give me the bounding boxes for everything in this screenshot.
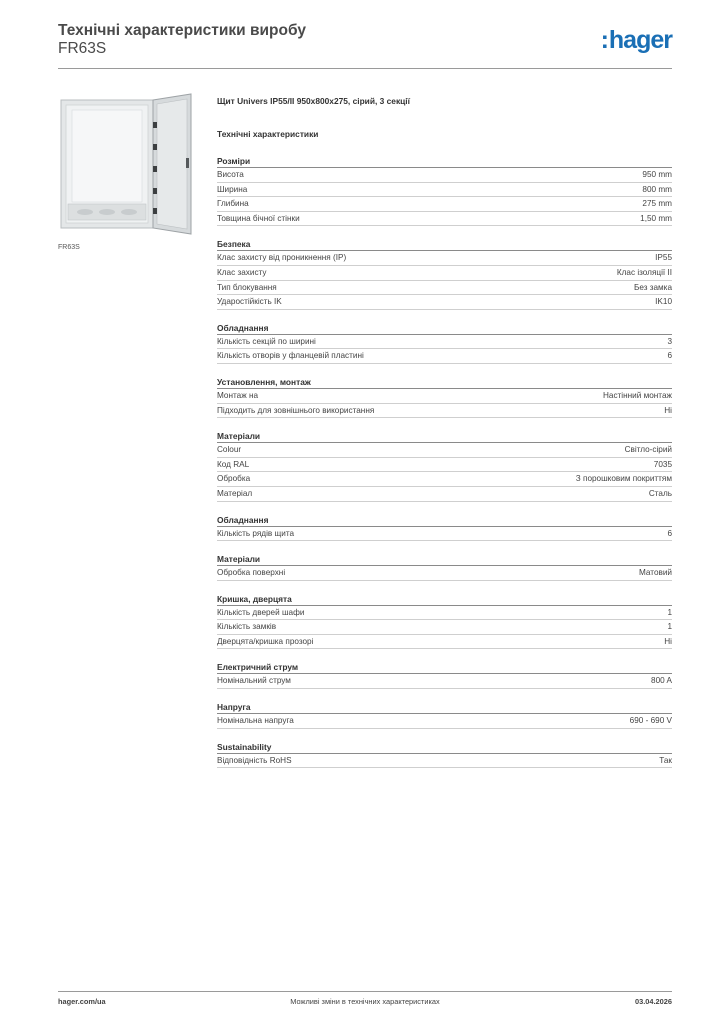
spec-row <box>217 754 672 769</box>
spec-label: Клас захисту <box>217 267 267 277</box>
spec-row <box>217 606 672 621</box>
spec-value: 950 mm <box>642 170 672 179</box>
spec-value: Так <box>659 755 672 765</box>
spec-label: Номінальна напруга <box>217 716 294 726</box>
spec-value: 1 <box>667 607 672 617</box>
spec-row <box>217 266 672 281</box>
spec-label: Підходить для зовнішнього використання <box>217 405 375 415</box>
logo-text: hager <box>608 26 672 54</box>
spec-label: Матеріал <box>217 488 253 498</box>
spec-label: Обробка поверхні <box>217 568 286 578</box>
spec-row <box>217 168 672 183</box>
spec-section <box>217 430 672 501</box>
spec-value: Настінний монтаж <box>603 390 672 400</box>
section-title: Електричний струм <box>217 661 672 674</box>
spec-row <box>217 714 672 729</box>
product-code: FR63S <box>58 40 107 57</box>
spec-value: 275 mm <box>642 199 672 209</box>
spec-row <box>217 404 672 419</box>
section-title: Безпека <box>217 238 672 251</box>
document-title: Технічні характеристики виробу <box>58 22 306 39</box>
section-title: Матеріали <box>217 553 672 566</box>
spec-value: 1 <box>667 622 672 632</box>
spec-value: Ні <box>664 405 672 415</box>
product-description: Щит Univers IP55/II 950x800x275, сірий, 3 секції <box>217 96 410 106</box>
header-divider <box>58 68 672 69</box>
footer-date: 03.04.2026 <box>635 997 672 1006</box>
specs-heading: Технічні характеристики <box>217 129 319 139</box>
spec-sections <box>217 155 672 768</box>
page-header <box>58 22 672 64</box>
spec-section <box>217 661 672 689</box>
spec-value: 800 A <box>651 676 672 686</box>
product-image <box>58 92 202 238</box>
spec-value: 6 <box>667 351 672 361</box>
spec-section <box>217 593 672 650</box>
spec-label: Висота <box>217 170 244 179</box>
hager-logo: :hager <box>600 26 672 54</box>
spec-label: Colour <box>217 445 242 455</box>
page-footer <box>58 997 672 1011</box>
spec-section <box>217 553 672 581</box>
spec-label: Кількість секцій по ширині <box>217 336 316 346</box>
spec-label: Тип блокування <box>217 282 277 292</box>
spec-row <box>217 527 672 542</box>
spec-label: Обробка <box>217 474 251 484</box>
section-title: Розміри <box>217 155 672 168</box>
spec-label: Дверцята/кришка прозорі <box>217 636 314 646</box>
spec-label: Номінальний струм <box>217 676 291 686</box>
spec-value: Клас ізоляції II <box>616 267 672 277</box>
section-title: Напруга <box>217 701 672 714</box>
footer-divider <box>58 991 672 992</box>
spec-value: 690 - 690 V <box>629 716 672 726</box>
spec-label: Ударостійкість IK <box>217 297 282 307</box>
spec-value: 3 <box>667 336 672 346</box>
spec-row <box>217 472 672 487</box>
spec-section <box>217 701 672 729</box>
spec-content <box>217 94 672 768</box>
spec-row <box>217 281 672 296</box>
spec-label: Кількість дверей шафи <box>217 607 305 617</box>
section-title: Обладнання <box>217 514 672 527</box>
spec-label: Відповідність RoHS <box>217 755 292 765</box>
spec-row <box>217 458 672 473</box>
spec-row <box>217 295 672 310</box>
section-title: Sustainability <box>217 741 672 754</box>
spec-row <box>217 674 672 689</box>
spec-row <box>217 635 672 650</box>
footer-website[interactable]: hager.com/ua <box>58 997 106 1006</box>
spec-row <box>217 335 672 350</box>
spec-row <box>217 487 672 502</box>
spec-row <box>217 183 672 198</box>
spec-value: Без замка <box>633 282 672 292</box>
section-title: Матеріали <box>217 430 672 443</box>
spec-label: Клас захисту від проникнення (IP) <box>217 253 347 263</box>
spec-label: Глибина <box>217 199 249 209</box>
spec-label: Ширина <box>217 184 248 194</box>
spec-label: Кількість замків <box>217 622 277 632</box>
spec-section <box>217 741 672 769</box>
section-title: Кришка, дверцята <box>217 593 672 606</box>
image-caption: FR63S <box>58 244 80 251</box>
spec-row <box>217 212 672 227</box>
spec-label: Кількість рядів щита <box>217 528 295 538</box>
spec-value: Світло-сірий <box>624 445 672 455</box>
spec-value: Ні <box>664 636 672 646</box>
spec-value: 1,50 mm <box>640 213 672 223</box>
spec-value: IP55 <box>655 253 672 263</box>
spec-section <box>217 376 672 418</box>
spec-label: Код RAL <box>217 459 250 469</box>
spec-label: Монтаж на <box>217 390 259 400</box>
spec-row <box>217 566 672 581</box>
spec-label: Кількість отворів у фланцевій пластині <box>217 351 364 361</box>
spec-row <box>217 389 672 404</box>
spec-value: З порошковим покриттям <box>575 474 672 484</box>
spec-value: Матовий <box>639 568 672 578</box>
spec-value: 6 <box>667 528 672 538</box>
spec-value: 800 mm <box>642 184 672 194</box>
spec-section <box>217 514 672 542</box>
spec-value: Сталь <box>648 488 672 498</box>
spec-value: IK10 <box>655 297 672 307</box>
spec-row <box>217 251 672 266</box>
section-title: Обладнання <box>217 322 672 335</box>
spec-row <box>217 349 672 364</box>
spec-row <box>217 443 672 458</box>
spec-label: Товщина бічної стінки <box>217 213 300 223</box>
section-title: Установлення, монтаж <box>217 376 672 389</box>
spec-section <box>217 155 672 226</box>
spec-row <box>217 197 672 212</box>
spec-section <box>217 322 672 364</box>
spec-section <box>217 238 672 309</box>
spec-value: 7035 <box>653 459 672 469</box>
footer-notice: Можливі зміни в технічних характеристиках <box>290 997 440 1006</box>
spec-row <box>217 620 672 635</box>
